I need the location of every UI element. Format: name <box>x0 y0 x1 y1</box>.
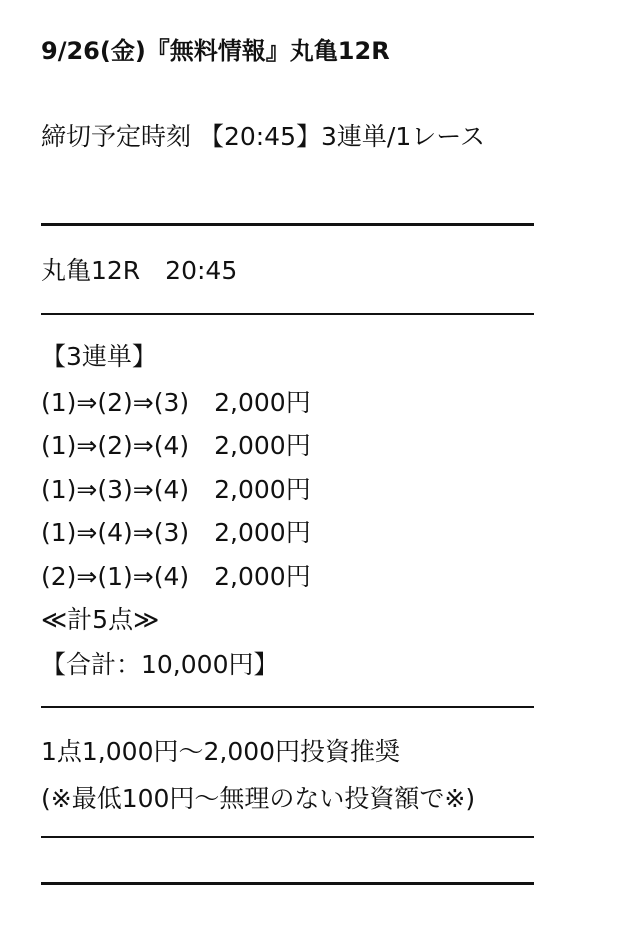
race-info: 丸亀12R 20:45 <box>41 256 238 285</box>
bet-line: (1)⇒(4)⇒(3) 2,000円 <box>41 518 311 547</box>
points-count: ≪計5点≫ <box>41 605 160 634</box>
page-title: 9/26(金)『無料情報』丸亀12R <box>41 37 390 65</box>
bet-line: (1)⇒(2)⇒(3) 2,000円 <box>41 388 311 417</box>
deadline-text: 締切予定時刻 【20:45】3連単/1レース <box>41 122 485 151</box>
divider <box>41 706 534 708</box>
bet-line: (2)⇒(1)⇒(4) 2,000円 <box>41 562 311 591</box>
bet-type-header: 【3連単】 <box>41 342 157 371</box>
recommend-text: 1点1,000円〜2,000円投資推奨 <box>41 737 401 766</box>
total-amount: 【合計：10,000円】 <box>41 650 279 679</box>
note-text: (※最低100円〜無理のない投資額で※) <box>41 784 476 813</box>
divider <box>41 882 534 885</box>
divider <box>41 223 534 226</box>
bet-line: (1)⇒(3)⇒(4) 2,000円 <box>41 475 311 504</box>
bet-line: (1)⇒(2)⇒(4) 2,000円 <box>41 431 311 460</box>
divider <box>41 836 534 838</box>
divider <box>41 313 534 315</box>
